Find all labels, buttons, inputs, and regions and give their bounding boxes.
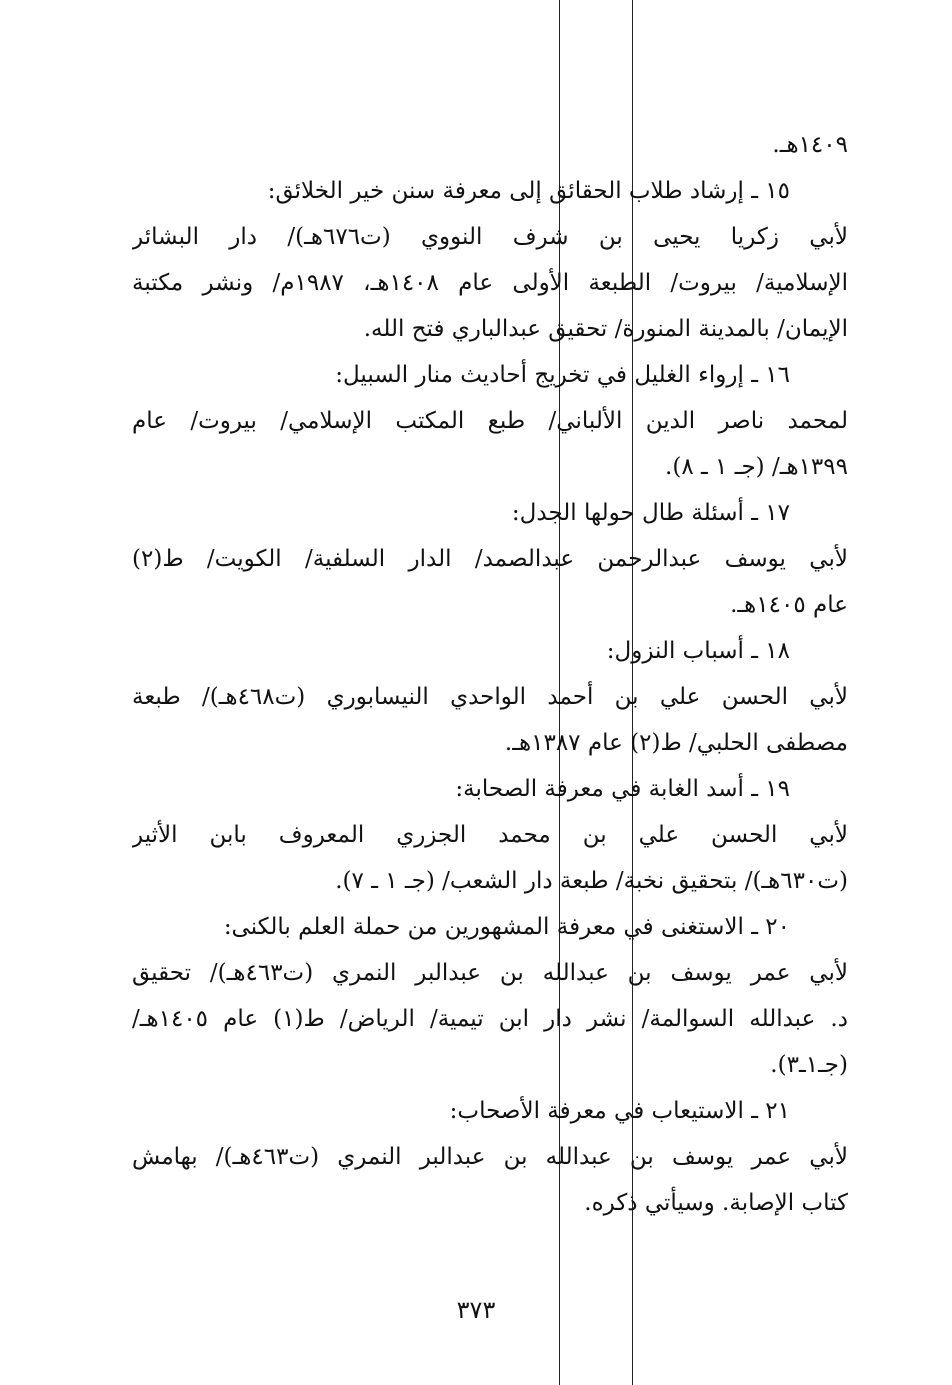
entry-title: ٢٠ ـ الاستغنى في معرفة المشهورين من حملة العلم بالكنى: [223, 914, 790, 940]
entry-title: ٢١ ـ الاستيعاب في معرفة الأصحاب: [449, 1098, 790, 1124]
text-line: مصطفى الحلبي/ ط(٢) عام ١٣٨٧هـ. [504, 730, 848, 756]
entry-title: ١٧ ـ أسئلة طال حولها الجدل: [511, 500, 790, 526]
entry-title: ١٦ ـ إرواء الغليل في تخريج أحاديث منار السبيل: [335, 362, 790, 388]
text-line: ١٤٠٩هـ. [772, 132, 848, 158]
page-body [132, 122, 848, 1226]
entry-title: ١٩ ـ أسد الغابة في معرفة الصحابة: [455, 776, 790, 802]
text-line: ١٣٩٩هـ/ (جـ ١ ـ ٨). [665, 454, 848, 480]
text-line: لأبي يوسف عبدالرحمن عبدالصمد/ الدار السلفية/ الكويت/ ط(٢) [132, 546, 848, 572]
text-line: لأبي الحسن علي بن محمد الجزري المعروف بابن الأثير [132, 822, 848, 848]
text-line: الإيمان/ بالمدينة المنورة/ تحقيق عبدالباري فتح الله. [363, 316, 848, 342]
text-line: لأبي عمر يوسف بن عبدالله بن عبدالبر النمري (ت٤٦٣هـ)/ تحقيق [132, 960, 848, 986]
text-line: (جـ١ـ٣). [770, 1052, 848, 1078]
text-line: لأبي عمر يوسف بن عبدالله بن عبدالبر النمري (ت٤٦٣هـ)/ بهامش [132, 1144, 848, 1170]
entry-title: ١٨ ـ أسباب النزول: [606, 638, 790, 664]
text-line: د. عبدالله السوالمة/ نشر دار ابن تيمية/ الرياض/ ط(١) عام ١٤٠٥هـ/ [132, 1006, 848, 1032]
text-line: عام ١٤٠٥هـ. [730, 592, 848, 618]
text-line: (ت٦٣٠هـ)/ بتحقيق نخبة/ طبعة دار الشعب/ (جـ ١ ـ ٧). [335, 868, 848, 894]
text-line: لأبي زكريا يحيى بن شرف النووي (ت٦٧٦هـ)/ دار البشائر [132, 224, 848, 250]
entry-title: ١٥ ـ إرشاد طلاب الحقائق إلى معرفة سنن خير الخلائق: [267, 178, 790, 204]
text-line: الإسلامية/ بيروت/ الطبعة الأولى عام ١٤٠٨هـ، ١٩٨٧م/ ونشر مكتبة [132, 270, 848, 296]
text-line: لأبي الحسن علي بن أحمد الواحدي النيسابوري (ت٤٦٨هـ)/ طبعة [132, 684, 848, 710]
text-line: لمحمد ناصر الدين الألباني/ طبع المكتب الإسلامي/ بيروت/ عام [132, 408, 848, 434]
page-number: ٣٧٣ [456, 1296, 496, 1324]
text-line: كتاب الإصابة. وسيأتي ذكره. [584, 1190, 848, 1216]
